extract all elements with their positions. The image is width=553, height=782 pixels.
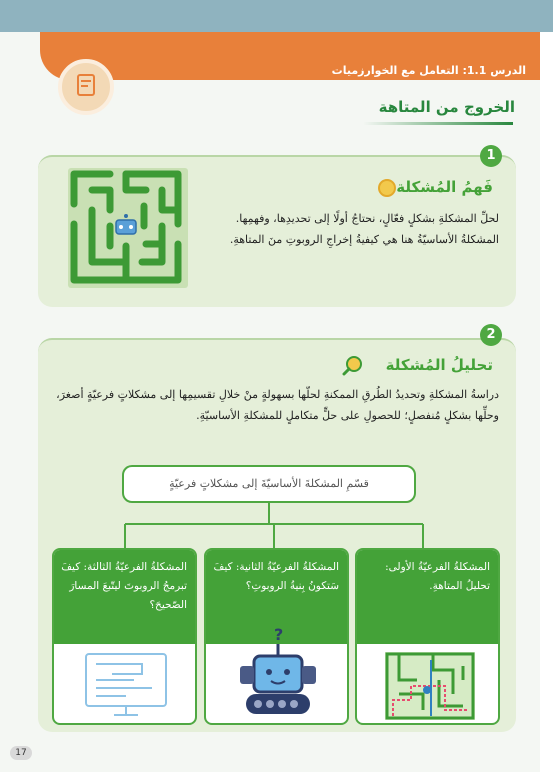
card-text: المشكلةُ الفرعيّةُ الأولى: تحليلُ المتاهةِ. [385, 561, 490, 592]
card-text: المشكلةُ الفرعيّةُ الثالثة: كيفَ تبرمجُ الروبوتَ ليتّبعَ المسارَ الصّحيحَ؟ [61, 561, 187, 611]
body-line: وحلِّها بشكلٍ مُنفصلٍ؛ للحصولِ على حلٍّ متكاملٍ للمشكلةِ الأساسيّةِ. [196, 409, 499, 422]
body-line: لحلِّ المشكلةِ بشكلٍ فعّالٍ، نحتاجُ أولًا إلى تحديدِها، وفهمِها. [235, 212, 499, 225]
maze-path-illustration [383, 650, 477, 722]
robot-illustration [228, 626, 328, 722]
subproblem-card-1 [355, 548, 500, 725]
svg-text:?: ? [274, 626, 284, 644]
lesson-title: الدرس 1.1: التعامل مع الخوارزميات [331, 64, 526, 77]
card-text: المشكلةُ الفرعيّةُ الثانية: كيفَ سَتكونُ بِنيةُ الروبوتِ؟ [213, 561, 339, 592]
page-title: الخروج من المتاهة [378, 98, 515, 116]
page-number: 17 [10, 746, 32, 760]
body-line: دراسةُ المشكلةِ وتحديدُ الطُرقِ الممكنةِ لحلّها بسهولةٍ منْ خلالِ تقسيمِها إلى مشكلاتٍ فرعيّةٍ أصغرَ، [56, 388, 499, 401]
subproblem-card-3 [52, 548, 197, 725]
code-monitor-illustration [82, 650, 170, 720]
body-line: المشكلةُ الأساسيّةُ هنا هي كيفيةُ إخراجِ الروبوتِ منَ المتاهةِ. [229, 233, 499, 246]
section-title: تحليلُ المُشكلة [385, 356, 493, 374]
subproblem-card-2 [204, 548, 349, 725]
section-title: فَهمُ المُشكلة [396, 178, 493, 196]
diagram-root: قسّمِ المشكلةَ الأساسيّةَ إلى مشكلاتٍ فرعيّةٍ [122, 465, 416, 503]
section-number: 1 [480, 145, 502, 167]
section-number: 2 [480, 324, 502, 346]
